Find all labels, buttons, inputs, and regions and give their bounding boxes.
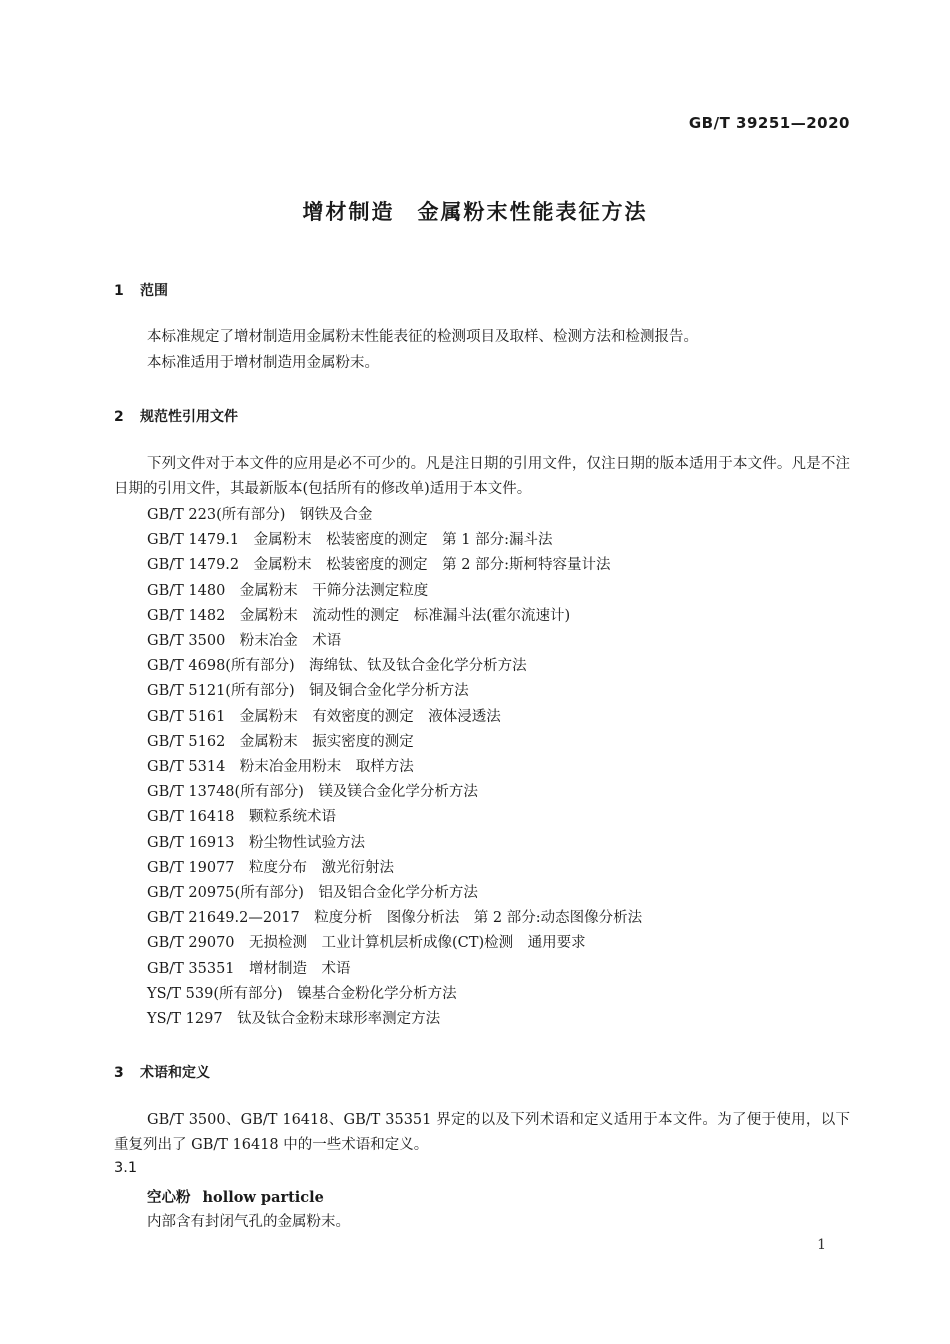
reference-item: GB/T 35351 增材制造 术语 xyxy=(147,960,351,977)
reference-item: GB/T 223(所有部分) 钢铁及合金 xyxy=(147,507,373,523)
reference-item: GB/T 1480 金属粉末 干筛分法测定粒度 xyxy=(147,582,429,599)
reference-item: GB/T 5161 金属粉末 有效密度的测定 液体浸透法 xyxy=(147,708,501,725)
reference-item: GB/T 13748(所有部分) 镁及镁合金化学分析方法 xyxy=(147,784,478,801)
section-3-number: 3 xyxy=(114,1065,124,1081)
references-intro: 下列文件对于本文件的应用是必不可少的。凡是注日期的引用文件，仅注日期的版本适用于本文件。凡是不注日期的引用文件，其最新版本(包括所有的修改单)适用于本文件。 xyxy=(114,456,850,497)
section-3-heading xyxy=(114,1062,210,1082)
section-2-title: 规范性引用文件 xyxy=(140,409,238,425)
scope-paragraph-1: 本标准规定了增材制造用金属粉末性能表征的检测项目及取样、检测方法和检测报告。 xyxy=(147,329,698,345)
term-chinese: 空心粉 xyxy=(147,1190,191,1206)
reference-item: GB/T 19077 粒度分布 激光衍射法 xyxy=(147,859,395,876)
reference-item: GB/T 4698(所有部分) 海绵钛、钛及钛合金化学分析方法 xyxy=(147,658,527,675)
section-3-title: 术语和定义 xyxy=(140,1065,210,1081)
reference-item: YS/T 1297 钛及钛合金粉末球形率测定方法 xyxy=(147,1011,441,1028)
reference-item: GB/T 16418 颗粒系统术语 xyxy=(147,809,337,826)
reference-item: GB/T 20975(所有部分) 铝及铝合金化学分析方法 xyxy=(147,885,478,902)
reference-item: GB/T 1479.1 金属粉末 松装密度的测定 第 1 部分:漏斗法 xyxy=(147,532,553,549)
reference-item: GB/T 29070 无损检测 工业计算机层析成像(CT)检测 通用要求 xyxy=(147,935,586,952)
section-1-number: 1 xyxy=(114,283,124,299)
term-definition: 内部含有封闭气孔的金属粉末。 xyxy=(147,1214,350,1230)
reference-item: YS/T 539(所有部分) 镍基合金粉化学分析方法 xyxy=(147,985,457,1002)
scope-paragraph-2: 本标准适用于增材制造用金属粉末。 xyxy=(147,355,379,371)
reference-item: GB/T 1479.2 金属粉末 松装密度的测定 第 2 部分:斯柯特容量计法 xyxy=(147,557,611,574)
reference-item: GB/T 3500 粉末冶金 术语 xyxy=(147,633,342,650)
section-2-heading xyxy=(114,406,238,426)
terms-intro: GB/T 3500、GB/T 16418、GB/T 35351 界定的以及下列术语和定义适用于本文件。为了便于使用，以下重复列出了 GB/T 16418 中的一些术语和定义。 xyxy=(114,1112,850,1153)
standard-number: GB/T 39251—2020 xyxy=(688,114,850,132)
term-entry xyxy=(147,1186,324,1207)
section-1-heading xyxy=(114,280,168,300)
document-title: 增材制造 金属粉末性能表征方法 xyxy=(302,200,648,224)
reference-list xyxy=(147,503,642,1032)
reference-item: GB/T 1482 金属粉末 流动性的测定 标准漏斗法(霍尔流速计) xyxy=(147,607,571,624)
reference-item: GB/T 16913 粉尘物性试验方法 xyxy=(147,834,366,851)
term-english: hollow particle xyxy=(202,1189,324,1206)
section-2-number: 2 xyxy=(114,409,124,425)
reference-item: GB/T 5162 金属粉末 振实密度的测定 xyxy=(147,733,414,750)
reference-item: GB/T 5121(所有部分) 铜及铜合金化学分析方法 xyxy=(147,683,469,700)
reference-item: GB/T 5314 粉末冶金用粉末 取样方法 xyxy=(147,759,414,776)
reference-item: GB/T 21649.2—2017 粒度分析 图像分析法 第 2 部分:动态图像分析法 xyxy=(147,910,643,927)
clause-3-1-number: 3.1 xyxy=(114,1160,138,1176)
page-number: 1 xyxy=(817,1237,826,1253)
section-1-title: 范围 xyxy=(140,283,168,299)
